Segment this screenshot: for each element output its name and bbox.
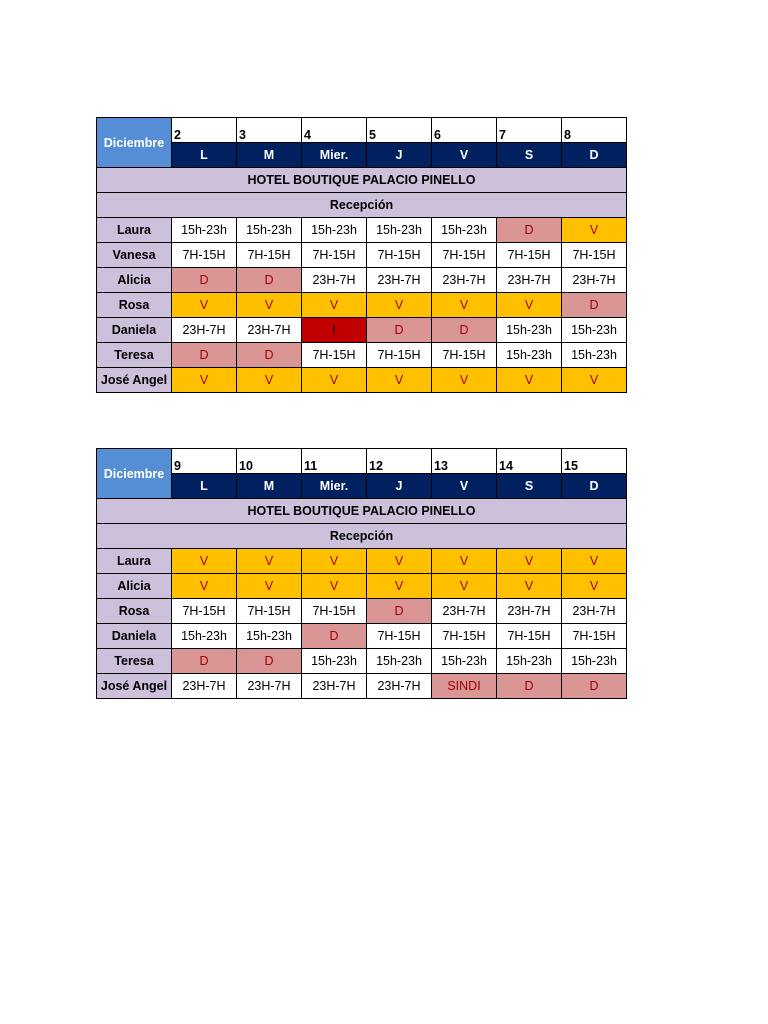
month-label: Diciembre — [97, 118, 172, 168]
staff-name: Alicia — [97, 268, 172, 293]
shift-cell: 7H-15H — [497, 243, 562, 268]
shift-cell: 7H-15H — [367, 243, 432, 268]
staff-name: Alicia — [97, 574, 172, 599]
staff-name: José Angel — [97, 368, 172, 393]
shift-cell: 7H-15H — [172, 599, 237, 624]
hotel-name: HOTEL BOUTIQUE PALACIO PINELLO — [97, 168, 627, 193]
weekday-cell: J — [367, 474, 432, 499]
weekday-cell: M — [237, 143, 302, 168]
staff-name: José Angel — [97, 674, 172, 699]
date-cell: 13 — [432, 449, 497, 474]
schedule-table-week-2 — [96, 448, 627, 699]
shift-cell: D — [432, 318, 497, 343]
shift-cell: D — [367, 599, 432, 624]
date-cell: 7 — [497, 118, 562, 143]
shift-cell: V — [497, 549, 562, 574]
weekday-cell: S — [497, 474, 562, 499]
shift-cell: D — [302, 624, 367, 649]
shift-cell: V — [302, 574, 367, 599]
shift-cell: D — [562, 293, 627, 318]
shift-cell: D — [237, 343, 302, 368]
shift-cell: V — [562, 368, 627, 393]
shift-cell: 23H-7H — [497, 268, 562, 293]
staff-name: Teresa — [97, 649, 172, 674]
shift-cell: 23H-7H — [172, 318, 237, 343]
shift-cell: 23H-7H — [302, 674, 367, 699]
date-cell: 5 — [367, 118, 432, 143]
shift-cell: V — [432, 574, 497, 599]
shift-cell: 23H-7H — [562, 268, 627, 293]
shift-cell: 23H-7H — [432, 268, 497, 293]
shift-cell: 7H-15H — [497, 624, 562, 649]
date-cell: 6 — [432, 118, 497, 143]
shift-cell: 7H-15H — [302, 343, 367, 368]
department-name: Recepción — [97, 524, 627, 549]
staff-row — [97, 368, 627, 393]
shift-cell: V — [562, 574, 627, 599]
shift-cell: 7H-15H — [367, 624, 432, 649]
date-cell: 11 — [302, 449, 367, 474]
weekday-cell: L — [172, 143, 237, 168]
shift-cell: V — [302, 368, 367, 393]
schedule-table-week-1 — [96, 117, 627, 393]
shift-cell: V — [367, 574, 432, 599]
date-row — [97, 449, 627, 474]
shift-cell: V — [302, 549, 367, 574]
staff-row — [97, 649, 627, 674]
date-cell: 12 — [367, 449, 432, 474]
shift-cell: 15h-23h — [562, 649, 627, 674]
shift-cell: 23H-7H — [367, 674, 432, 699]
weekday-row — [97, 143, 627, 168]
staff-name: Vanesa — [97, 243, 172, 268]
shift-cell: V — [432, 368, 497, 393]
shift-cell: 15h-23h — [562, 343, 627, 368]
shift-cell: 23H-7H — [172, 674, 237, 699]
department-name: Recepción — [97, 193, 627, 218]
staff-name: Daniela — [97, 624, 172, 649]
shift-cell: V — [237, 549, 302, 574]
weekday-cell: S — [497, 143, 562, 168]
shift-cell: 15h-23h — [497, 343, 562, 368]
weekday-cell: J — [367, 143, 432, 168]
department-row — [97, 524, 627, 549]
staff-name: Laura — [97, 549, 172, 574]
shift-cell: V — [237, 293, 302, 318]
shift-cell: 15h-23h — [172, 624, 237, 649]
staff-name: Daniela — [97, 318, 172, 343]
shift-cell: 15h-23h — [497, 318, 562, 343]
shift-cell: I — [302, 318, 367, 343]
shift-cell: D — [172, 649, 237, 674]
staff-row — [97, 574, 627, 599]
weekday-cell: L — [172, 474, 237, 499]
shift-cell: 7H-15H — [367, 343, 432, 368]
shift-cell: 7H-15H — [432, 624, 497, 649]
shift-cell: 7H-15H — [237, 599, 302, 624]
shift-cell: V — [497, 293, 562, 318]
weekday-cell: M — [237, 474, 302, 499]
shift-cell: V — [367, 549, 432, 574]
shift-cell: D — [562, 674, 627, 699]
shift-cell: D — [237, 649, 302, 674]
shift-cell: 23H-7H — [497, 599, 562, 624]
shift-cell: 15h-23h — [367, 649, 432, 674]
shift-cell: D — [172, 343, 237, 368]
weekday-cell: Mier. — [302, 143, 367, 168]
shift-cell: 15h-23h — [237, 218, 302, 243]
shift-cell: 15h-23h — [237, 624, 302, 649]
weekday-cell: V — [432, 474, 497, 499]
staff-name: Rosa — [97, 599, 172, 624]
shift-cell: 23H-7H — [432, 599, 497, 624]
weekday-row — [97, 474, 627, 499]
shift-cell: 7H-15H — [562, 243, 627, 268]
shift-cell: 7H-15H — [172, 243, 237, 268]
shift-cell: V — [432, 549, 497, 574]
shift-cell: 23H-7H — [237, 318, 302, 343]
shift-cell: 7H-15H — [432, 343, 497, 368]
shift-cell: V — [562, 549, 627, 574]
staff-name: Rosa — [97, 293, 172, 318]
shift-cell: 7H-15H — [302, 599, 367, 624]
shift-cell: 7H-15H — [432, 243, 497, 268]
staff-row — [97, 318, 627, 343]
weekday-cell: D — [562, 143, 627, 168]
weekday-cell: D — [562, 474, 627, 499]
shift-cell: 15h-23h — [172, 218, 237, 243]
date-cell: 3 — [237, 118, 302, 143]
date-cell: 9 — [172, 449, 237, 474]
shift-cell: 15h-23h — [432, 218, 497, 243]
shift-cell: D — [172, 268, 237, 293]
staff-row — [97, 243, 627, 268]
date-cell: 8 — [562, 118, 627, 143]
shift-cell: 23H-7H — [562, 599, 627, 624]
shift-cell: 15h-23h — [302, 218, 367, 243]
shift-cell: V — [562, 218, 627, 243]
shift-cell: V — [302, 293, 367, 318]
weekday-cell: V — [432, 143, 497, 168]
shift-cell: 15h-23h — [497, 649, 562, 674]
hotel-row — [97, 499, 627, 524]
staff-row — [97, 343, 627, 368]
shift-cell: SINDI — [432, 674, 497, 699]
shift-cell: V — [497, 574, 562, 599]
shift-cell: 15h-23h — [302, 649, 367, 674]
staff-row — [97, 218, 627, 243]
shift-cell: D — [497, 218, 562, 243]
shift-cell: 15h-23h — [562, 318, 627, 343]
shift-cell: V — [237, 368, 302, 393]
shift-cell: 15h-23h — [367, 218, 432, 243]
shift-cell: V — [172, 368, 237, 393]
shift-cell: 7H-15H — [237, 243, 302, 268]
shift-cell: D — [367, 318, 432, 343]
date-cell: 4 — [302, 118, 367, 143]
shift-cell: 7H-15H — [302, 243, 367, 268]
shift-cell: 23H-7H — [367, 268, 432, 293]
date-cell: 15 — [562, 449, 627, 474]
date-cell: 2 — [172, 118, 237, 143]
date-cell: 10 — [237, 449, 302, 474]
shift-cell: V — [172, 549, 237, 574]
shift-cell: V — [172, 293, 237, 318]
shift-cell: 23H-7H — [302, 268, 367, 293]
staff-row — [97, 293, 627, 318]
staff-row — [97, 624, 627, 649]
shift-cell: V — [367, 368, 432, 393]
weekday-cell: Mier. — [302, 474, 367, 499]
department-row — [97, 193, 627, 218]
hotel-name: HOTEL BOUTIQUE PALACIO PINELLO — [97, 499, 627, 524]
hotel-row — [97, 168, 627, 193]
shift-cell: 15h-23h — [432, 649, 497, 674]
shift-cell: V — [172, 574, 237, 599]
shift-cell: V — [367, 293, 432, 318]
month-label: Diciembre — [97, 449, 172, 499]
staff-name: Teresa — [97, 343, 172, 368]
staff-row — [97, 674, 627, 699]
staff-row — [97, 549, 627, 574]
shift-cell: D — [237, 268, 302, 293]
shift-cell: 23H-7H — [237, 674, 302, 699]
shift-cell: V — [237, 574, 302, 599]
staff-row — [97, 599, 627, 624]
shift-cell: V — [432, 293, 497, 318]
staff-name: Laura — [97, 218, 172, 243]
shift-cell: 7H-15H — [562, 624, 627, 649]
date-row — [97, 118, 627, 143]
staff-row — [97, 268, 627, 293]
shift-cell: D — [497, 674, 562, 699]
shift-cell: V — [497, 368, 562, 393]
date-cell: 14 — [497, 449, 562, 474]
